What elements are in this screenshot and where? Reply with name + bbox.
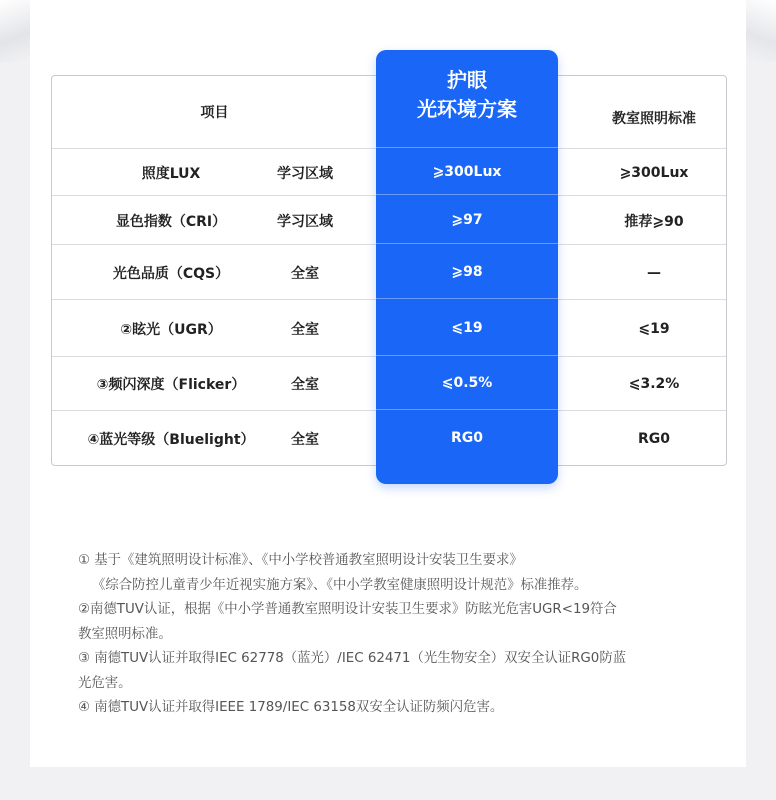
footnote-line: ②南德TUV认证，根据《中小学普通教室照明设计安装卫生要求》防眩光危害UGR<19符合 bbox=[78, 602, 617, 617]
row-area: 学习区域 bbox=[277, 213, 333, 230]
footnote-line: ① 基于《建筑照明设计标准》、《中小学校普通教室照明设计安装卫生要求》 bbox=[78, 553, 523, 568]
footnote-line: 《综合防控儿童青少年近视实施方案》、《中小学教室健康照明设计规范》标准推荐。 bbox=[92, 577, 588, 593]
row-item: ③频闪深度（Flicker） bbox=[96, 377, 246, 393]
row-area: 全室 bbox=[291, 321, 319, 338]
row-standard: ⩽19 bbox=[638, 320, 670, 337]
footnote-line: 光危害。 bbox=[78, 675, 132, 691]
highlight-title-line2: 光环境方案 bbox=[417, 97, 517, 121]
row-area: 全室 bbox=[291, 377, 319, 393]
footnote-line: 教室照明标准。 bbox=[78, 626, 172, 642]
row-item: ②眩光（UGR） bbox=[120, 321, 222, 338]
highlight-title bbox=[376, 66, 558, 124]
highlight-cell: ⩾98 bbox=[376, 243, 558, 299]
footnote-line: ④ 南德TUV认证并取得IEEE 1789/IEC 63158双安全认证防频闪危害。 bbox=[78, 700, 504, 715]
highlight-cell: ⩽0.5% bbox=[376, 355, 558, 410]
row-item: ④蓝光等级（Bluelight） bbox=[87, 431, 255, 448]
highlight-title-line1: 护眼 bbox=[447, 68, 487, 92]
highlight-column bbox=[376, 50, 558, 484]
row-standard: — bbox=[647, 264, 661, 281]
row-item: 照度LUX bbox=[141, 165, 201, 182]
highlight-cell: ⩾97 bbox=[376, 194, 558, 244]
row-area: 全室 bbox=[291, 431, 319, 448]
row-area: 学习区域 bbox=[277, 165, 333, 182]
highlight-cell: RG0 bbox=[376, 409, 558, 465]
row-area: 全室 bbox=[291, 265, 319, 282]
row-standard: ⩾300Lux bbox=[619, 164, 689, 181]
header-item: 项目 bbox=[200, 105, 229, 121]
row-item: 显色指数（CRI） bbox=[115, 213, 227, 230]
header-standard: 教室照明标准 bbox=[612, 111, 696, 127]
row-standard: RG0 bbox=[637, 430, 670, 447]
row-item: 光色品质（CQS） bbox=[112, 265, 230, 282]
footnotes bbox=[78, 549, 718, 721]
row-standard: 推荐⩾90 bbox=[624, 213, 684, 230]
highlight-cell: ⩽19 bbox=[376, 298, 558, 356]
row-standard: ⩽3.2% bbox=[628, 376, 680, 392]
highlight-cell: ⩾300Lux bbox=[376, 147, 558, 195]
footnote-line: ③ 南德TUV认证并取得IEC 62778（蓝光）/IEC 62471（光生物安全）双安全认证RG0防蓝 bbox=[78, 651, 627, 666]
